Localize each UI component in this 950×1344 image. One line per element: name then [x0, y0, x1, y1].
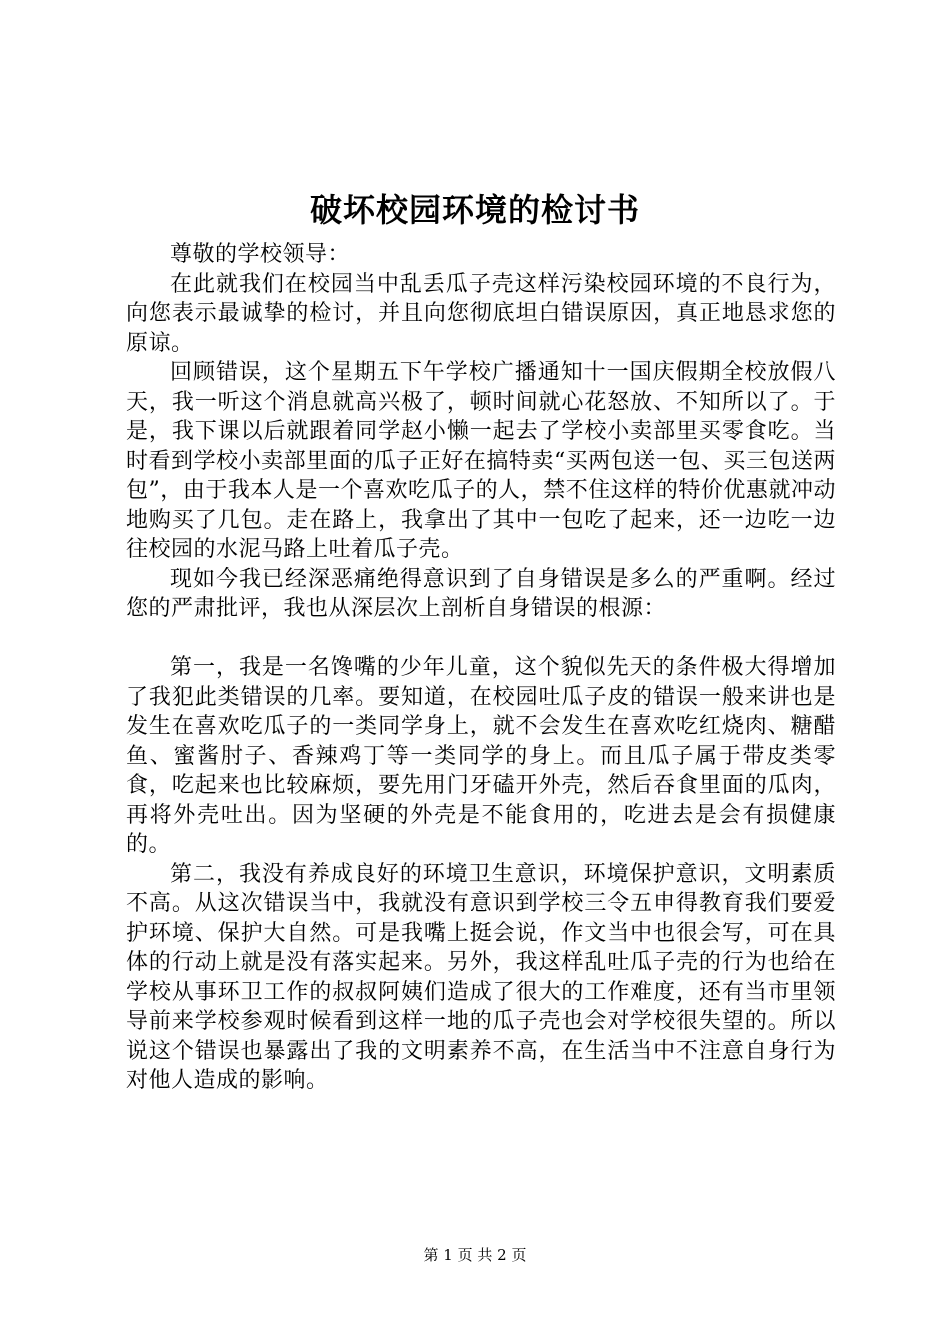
- paragraph-intro: 在此就我们在校园当中乱丢瓜子壳这样污染校园环境的不良行为，向您表示最诚挚的检讨，并且向您彻底坦白错误原因，真正地恳求您的原谅。: [126, 271, 836, 356]
- paragraph-review: 回顾错误，这个星期五下午学校广播通知十一国庆假期全校放假八天，我一听这个消息就高兴极了，顿时间就心花怒放、不知所以了。于是，我下课以后就跟着同学赵小懒一起去了学校小卖部里买零食吃。当时看到学校小卖部里面的瓜子正好在搞特卖“买两包送一包、买三包送两包”，由于我本人是一个喜欢吃瓜子的人，禁不住这样的特价优惠就冲动地购买了几包。走在路上，我拿出了其中一包吃了起来，还一边吃一边往校园的水泥马路上吐着瓜子壳。: [126, 360, 836, 562]
- document-title: 破坏校园环境的检讨书: [309, 191, 640, 229]
- salutation: 尊敬的学校领导：: [170, 242, 351, 267]
- page-footer: 第 1 页 共 2 页: [423, 1246, 527, 1264]
- paragraph-spacer: [126, 624, 836, 654]
- paragraph-first-reason: 第一，我是一名馋嘴的少年儿童，这个貌似先天的条件极大得增加了我犯此类错误的几率。要知道，在校园吐瓜子皮的错误一般来讲也是发生在喜欢吃瓜子的一类同学身上，就不会发生在喜欢吃红烧肉、糖醋鱼、蜜酱肘子、香辣鸡丁等一类同学的身上。而且瓜子属于带皮类零食，吃起来也比较麻烦，要先用门牙磕开外壳，然后吞食里面的瓜肉，再将外壳吐出。因为坚硬的外壳是不能食用的，吃进去是会有损健康的。: [126, 655, 836, 857]
- paragraph-realization: 现如今我已经深恶痛绝得意识到了自身错误是多么的严重啊。经过您的严肃批评，我也从深层次上剖析自身错误的根源：: [126, 566, 836, 621]
- paragraph-second-reason: 第二，我没有养成良好的环境卫生意识，环境保护意识，文明素质不高。从这次错误当中，我就没有意识到学校三令五申得教育我们要爱护环境、保护大自然。可是我嘴上挺会说，作文当中也很会写，可在具体的行动上就是没有落实起来。另外，我这样乱吐瓜子壳的行为也给在学校从事环卫工作的叔叔阿姨们造成了很大的工作难度，还有当市里领导前来学校参观时候看到这样一地的瓜子壳也会对学校很失望的。所以说这个错误也暴露出了我的文明素养不高，在生活当中不注意自身行为对他人造成的影响。: [126, 861, 836, 1093]
- document-body: [126, 240, 836, 1096]
